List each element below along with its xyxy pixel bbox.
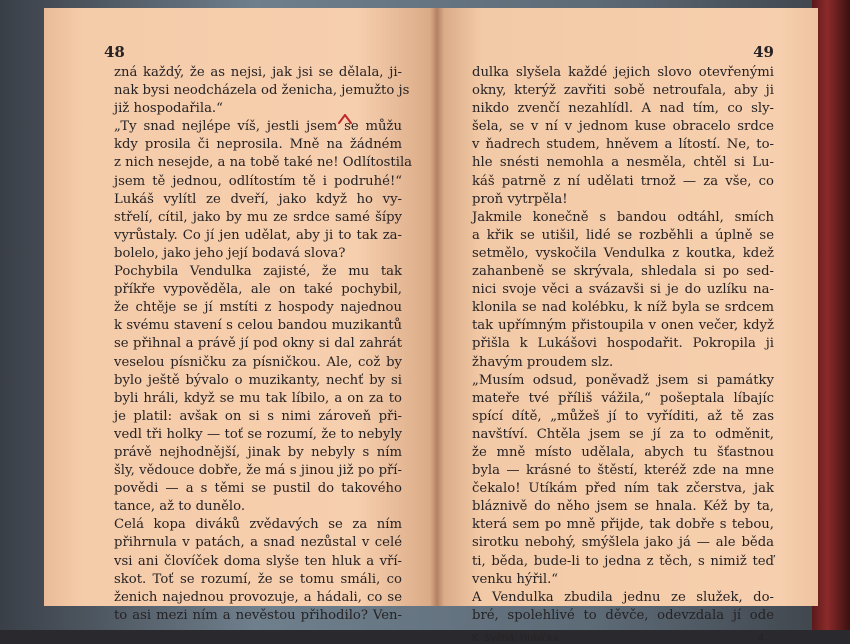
right-page-line: bláznivě do něho jsem se hnala. Kéž by ta,: [472, 499, 774, 515]
left-page-line: šly, vědouce dobře, že má s jinou již po pří-: [114, 463, 402, 479]
right-page-line: a křik se utišil, lidé se rozběhli a úplně se: [472, 227, 774, 243]
left-page-line: že chtěje se jí mstíti z hospody najednou: [114, 300, 402, 316]
left-page-line: tance, až to dunělo.: [114, 499, 246, 515]
right-page-line: byla — krásné to štěstí, kteréž zde na mne: [472, 463, 774, 479]
left-page-line: přihrnula v patách, a snad nezůstal v celé: [114, 535, 402, 551]
right-page: [436, 8, 818, 644]
handwritten-caret-mark: [338, 114, 352, 124]
right-page-line: nikdo zvenčí nezahlídl. A nad tím, co sly-: [472, 101, 774, 117]
left-page-number: 48: [104, 43, 125, 61]
right-page-line: bré, spolehlivé to děvče, odevzdala jí ode: [472, 607, 774, 623]
left-page-line: „Ty snad nejlépe víš, jestli jsem se můžu: [114, 119, 402, 135]
right-page-text: [472, 64, 774, 625]
page-footer: [472, 633, 774, 644]
right-page-line: která sem po mně přijde, tak dobře s tebou,: [472, 517, 774, 533]
right-page-line: že mně místo udělala, abych tu šťastnou: [472, 444, 774, 460]
left-page-line: vedl tři holky — toť se rozumí, že to nebyly: [114, 426, 402, 442]
left-page-line: Pochybila Vendulka zajisté, že mu tak: [114, 264, 402, 280]
right-page-line: sirotku nebohý, smýšlela jako já — ale běda: [472, 535, 774, 551]
footer-sheet-number: 4: [757, 632, 764, 644]
right-page-line: proň vytrpěla!: [472, 191, 568, 207]
left-page-line: to asi mezi ním a nevěstou přihodilo? Ven-: [114, 607, 402, 623]
right-page-line: dulka slyšela každé jejich slovo otevřenými: [472, 65, 774, 80]
left-page-line: vyrůstaly. Co jí jen udělat, aby ji to tak za-: [114, 227, 402, 243]
right-page-line: zahanbeně se skrývala, shledala si po sed-: [472, 264, 774, 280]
right-page-line: venku hýřil.“: [472, 571, 559, 587]
left-page-line: je platil: avšak on si s nimi zároveň při-: [114, 408, 402, 424]
left-page-line: jsem tě jednou, odlítostím tě i podruhé!“: [114, 173, 402, 189]
right-page-line: šela, se v ní v jednom kuse obracelo srdce: [472, 119, 774, 135]
left-page: [44, 8, 436, 623]
right-page-number: 49: [753, 43, 774, 61]
right-page-line: hle snésti nemohla a nesměla, chtěl si Lu-: [472, 155, 774, 171]
footer-signature: K. Světlá: Hubička.: [472, 632, 562, 644]
right-page-line: mateře tvé příliš vážila,“ pošeptala líbajíc: [472, 390, 774, 406]
right-page-line: ti, běda, bude-li to jedna z těch, s nimiž teď: [472, 553, 774, 569]
left-page-line: povědi — a s těmi se pustil do takového: [114, 481, 402, 497]
left-page-line: právě nejhodnější, jinak by nebyly s ním: [114, 444, 402, 460]
left-page-line: ženich najednou provozuje, a hádali, co se: [114, 589, 402, 605]
left-page-line: byli hráli, když se mu tak líbilo, a on za to: [114, 390, 402, 406]
right-page-line: „Musím odsud, poněvadž jsem si památky: [472, 372, 774, 388]
left-page-line: střelí, cítil, jako by mu ze srdce samé šípy: [114, 209, 402, 225]
right-page-line: okny, kterýž zavřiti sobě netroufala, aby ji: [472, 83, 774, 99]
right-page-line: nici svoje věci a svázavši si je do uzlíku na-: [472, 282, 774, 298]
left-page-line: veselou písničku za písničkou. Ale, což by: [114, 354, 402, 370]
left-page-line: se přihnal a právě jí pod okny si dal zahrát: [114, 336, 402, 352]
left-page-line: bolelo, jako jeho její bodavá slova?: [114, 245, 346, 261]
right-page-line: v ňadrech studem, hněvem a lítostí. Ne, to-: [472, 137, 774, 153]
right-page-line: spící dítě, „můžeš jí to vyříditi, až tě zas: [472, 408, 774, 424]
right-page-line: A Vendulka zbudila jednu ze služek, do-: [472, 589, 774, 605]
right-page-line: káš patrně z ní udělati trnož — za vše, co: [472, 173, 774, 189]
left-page-line: vsi ani človíček doma slyše ten hluk a vří-: [114, 553, 402, 569]
book-gutter: [430, 8, 444, 606]
right-page-line: žhavým proudem slz.: [472, 354, 614, 370]
left-page-line: z nich nesejde, a na tobě také ne! Odlítostila: [114, 155, 413, 171]
right-page-line: přišla k Lukášovi hospodařit. Pokropila ji: [472, 336, 774, 352]
left-page-line: zná každý, že as nejsi, jak jsi se dělala, ji-: [114, 65, 402, 80]
left-page-line: Lukáš vylítl ze dveří, jako když ho vy-: [114, 191, 402, 207]
left-page-line: kdy prosila či neprosila. Mně na žádném: [114, 137, 402, 153]
left-page-line: k svému stavení s celou bandou muzikantů: [114, 318, 402, 334]
left-page-line: bylo ještě bývalo o muzikanty, nechť by si: [114, 372, 402, 388]
right-page-line: setmělo, vyskočila Vendulka z koutka, kdež: [472, 245, 774, 261]
right-page-line: klonila se nad kolébku, k níž byla se srdcem: [472, 300, 774, 316]
left-page-line: skot. Toť se rozumí, že se tomu smáli, co: [114, 571, 402, 587]
left-page-line: příkře vypověděla, ale on také pochybil,: [114, 282, 402, 298]
left-page-line: nak bysi neodcházela od ženicha, jemužto js: [114, 83, 410, 99]
left-page-line: Celá kopa diváků zvědavých se za ním: [114, 517, 402, 533]
right-page-line: tak upřímným přistoupila v onen večer, když: [472, 318, 774, 334]
right-page-line: Jakmile konečně s bandou odtáhl, smích: [472, 209, 774, 225]
left-page-line: již hospodařila.“: [114, 101, 223, 117]
right-page-line: navštíví. Chtěla jsem se jí za to odměnit,: [472, 426, 774, 442]
right-page-line: čekalo! Utíkám před ním tak zčerstva, jak: [472, 481, 774, 497]
left-page-text: [114, 64, 413, 625]
